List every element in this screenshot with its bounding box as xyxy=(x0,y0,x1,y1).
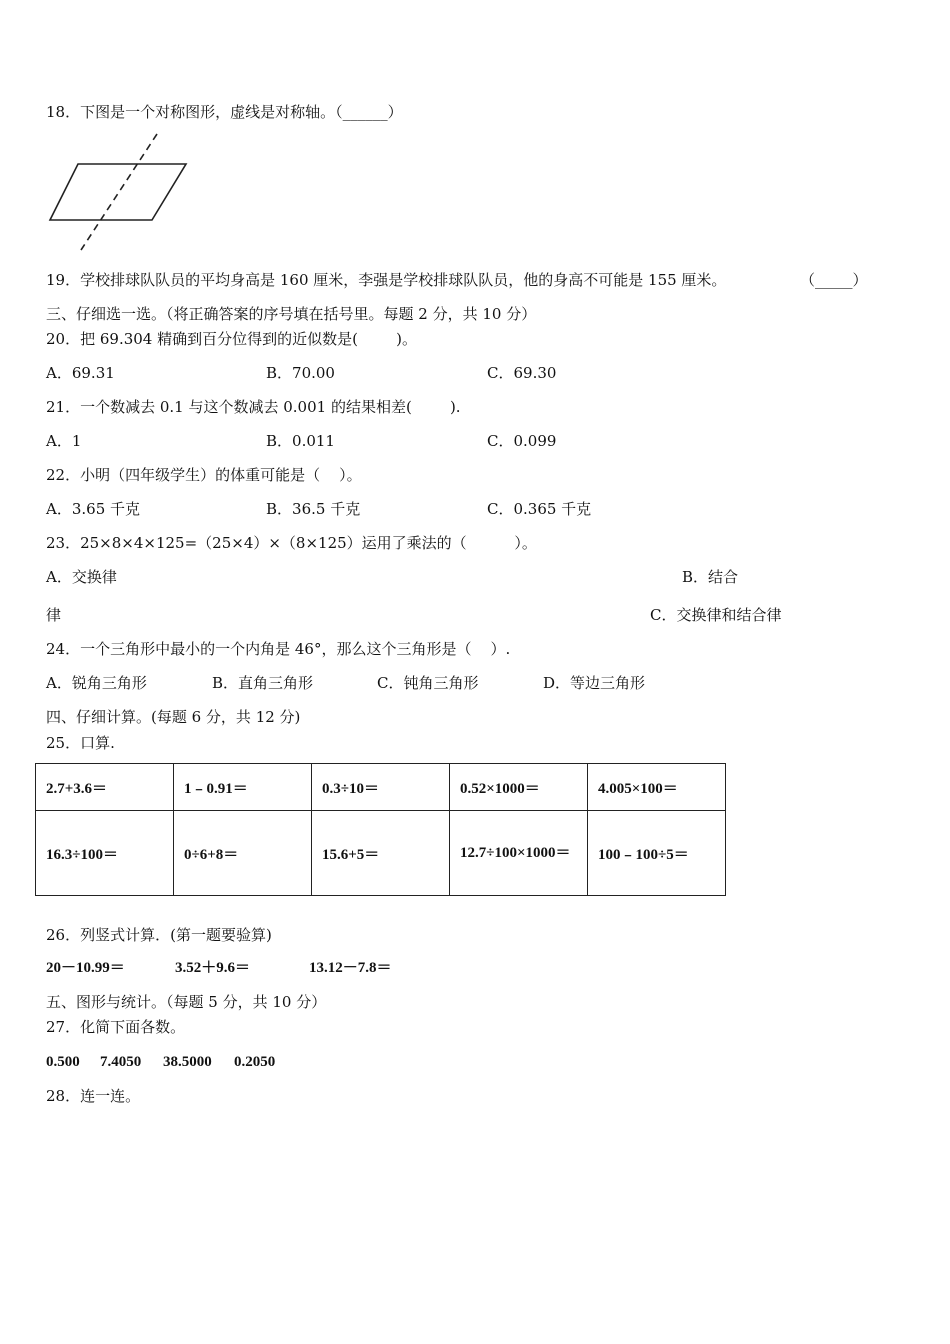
parallelogram-shape xyxy=(50,164,186,220)
table-cell: 100﹣100÷5＝ xyxy=(588,811,726,896)
section-3-heading: 三、仔细选一选。（将正确答案的序号填在括号里。每题 2 分，共 10 分） xyxy=(46,305,537,323)
q26-item-2: 3.52＋9.6＝ xyxy=(175,960,251,976)
q26-item-3: 13.12－7.8＝ xyxy=(309,960,392,976)
table-cell: 0.52×1000＝ xyxy=(450,764,588,811)
question-20: 20．把 69.304 精确到百分位得到的近似数是( )。 xyxy=(46,330,417,348)
table-cell-wrapped-text: 12.7÷100×1000＝ xyxy=(460,845,571,861)
table-cell: 15.6+5＝ xyxy=(312,811,450,896)
q22-option-c: C．0.365 千克 xyxy=(487,500,592,518)
section-5-heading: 五、图形与统计。（每题 5 分，共 10 分） xyxy=(46,993,327,1011)
q24-option-c: C．钝角三角形 xyxy=(377,674,479,692)
table-cell: 0÷6+8＝ xyxy=(174,811,312,896)
q20-option-b: B．70.00 xyxy=(266,364,335,382)
q26-item-1: 20－10.99＝ xyxy=(46,960,125,976)
table-cell: 1﹣0.91＝ xyxy=(174,764,312,811)
q23-option-c: C．交换律和结合律 xyxy=(650,606,782,624)
question-23: 23．25×8×4×125=（25×4）×（8×125）运用了乘法的（ ）。 xyxy=(46,534,537,552)
q22-option-b: B．36.5 千克 xyxy=(266,500,361,518)
question-26: 26．列竖式计算．(第一题要验算) xyxy=(46,926,272,944)
q27-item-2: 7.4050 xyxy=(100,1054,142,1070)
question-24: 24．一个三角形中最小的一个内角是 46°，那么这个三角形是（ ）. xyxy=(46,640,511,658)
question-28: 28．连一连。 xyxy=(46,1087,141,1105)
q24-option-d: D．等边三角形 xyxy=(543,674,646,692)
q23-option-b-continued: 律 xyxy=(46,606,62,624)
symmetry-axis-dashed xyxy=(81,134,157,250)
table-cell xyxy=(450,811,588,896)
symmetric-parallelogram-figure xyxy=(44,130,194,255)
mental-math-table xyxy=(35,763,726,896)
section-4-heading: 四、仔细计算。(每题 6 分，共 12 分) xyxy=(46,708,301,726)
question-19-blank: （_____） xyxy=(800,271,868,289)
table-cell: 2.7+3.6＝ xyxy=(36,764,174,811)
table-row xyxy=(36,811,726,896)
table-cell: 0.3÷10＝ xyxy=(312,764,450,811)
q27-item-3: 38.5000 xyxy=(163,1054,212,1070)
q23-option-a: A．交换律 xyxy=(46,568,117,586)
q22-option-a: A．3.65 千克 xyxy=(46,500,140,518)
q23-option-b: B．结合 xyxy=(682,568,739,586)
q27-item-4: 0.2050 xyxy=(234,1054,276,1070)
q21-option-a: A．1 xyxy=(46,432,82,450)
table-cell: 4.005×100＝ xyxy=(588,764,726,811)
q21-option-c: C．0.099 xyxy=(487,432,557,450)
table-cell: 16.3÷100＝ xyxy=(36,811,174,896)
question-18: 18．下图是一个对称图形，虚线是对称轴。（______） xyxy=(46,103,403,121)
q24-option-a: A．锐角三角形 xyxy=(46,674,147,692)
q24-option-b: B．直角三角形 xyxy=(212,674,314,692)
question-27: 27．化简下面各数。 xyxy=(46,1018,186,1036)
q27-item-1: 0.500 xyxy=(46,1054,80,1070)
q20-option-a: A．69.31 xyxy=(46,364,115,382)
q20-option-c: C．69.30 xyxy=(487,364,557,382)
question-19: 19．学校排球队队员的平均身高是 160 厘米，李强是学校排球队队员，他的身高不可能是 155 厘米。 xyxy=(46,271,727,289)
question-21: 21．一个数减去 0.1 与这个数减去 0.001 的结果相差( ). xyxy=(46,398,461,416)
q21-option-b: B．0.011 xyxy=(266,432,335,450)
question-25: 25．口算. xyxy=(46,734,115,752)
table-row xyxy=(36,764,726,811)
question-22: 22．小明（四年级学生）的体重可能是（ ）。 xyxy=(46,466,362,484)
